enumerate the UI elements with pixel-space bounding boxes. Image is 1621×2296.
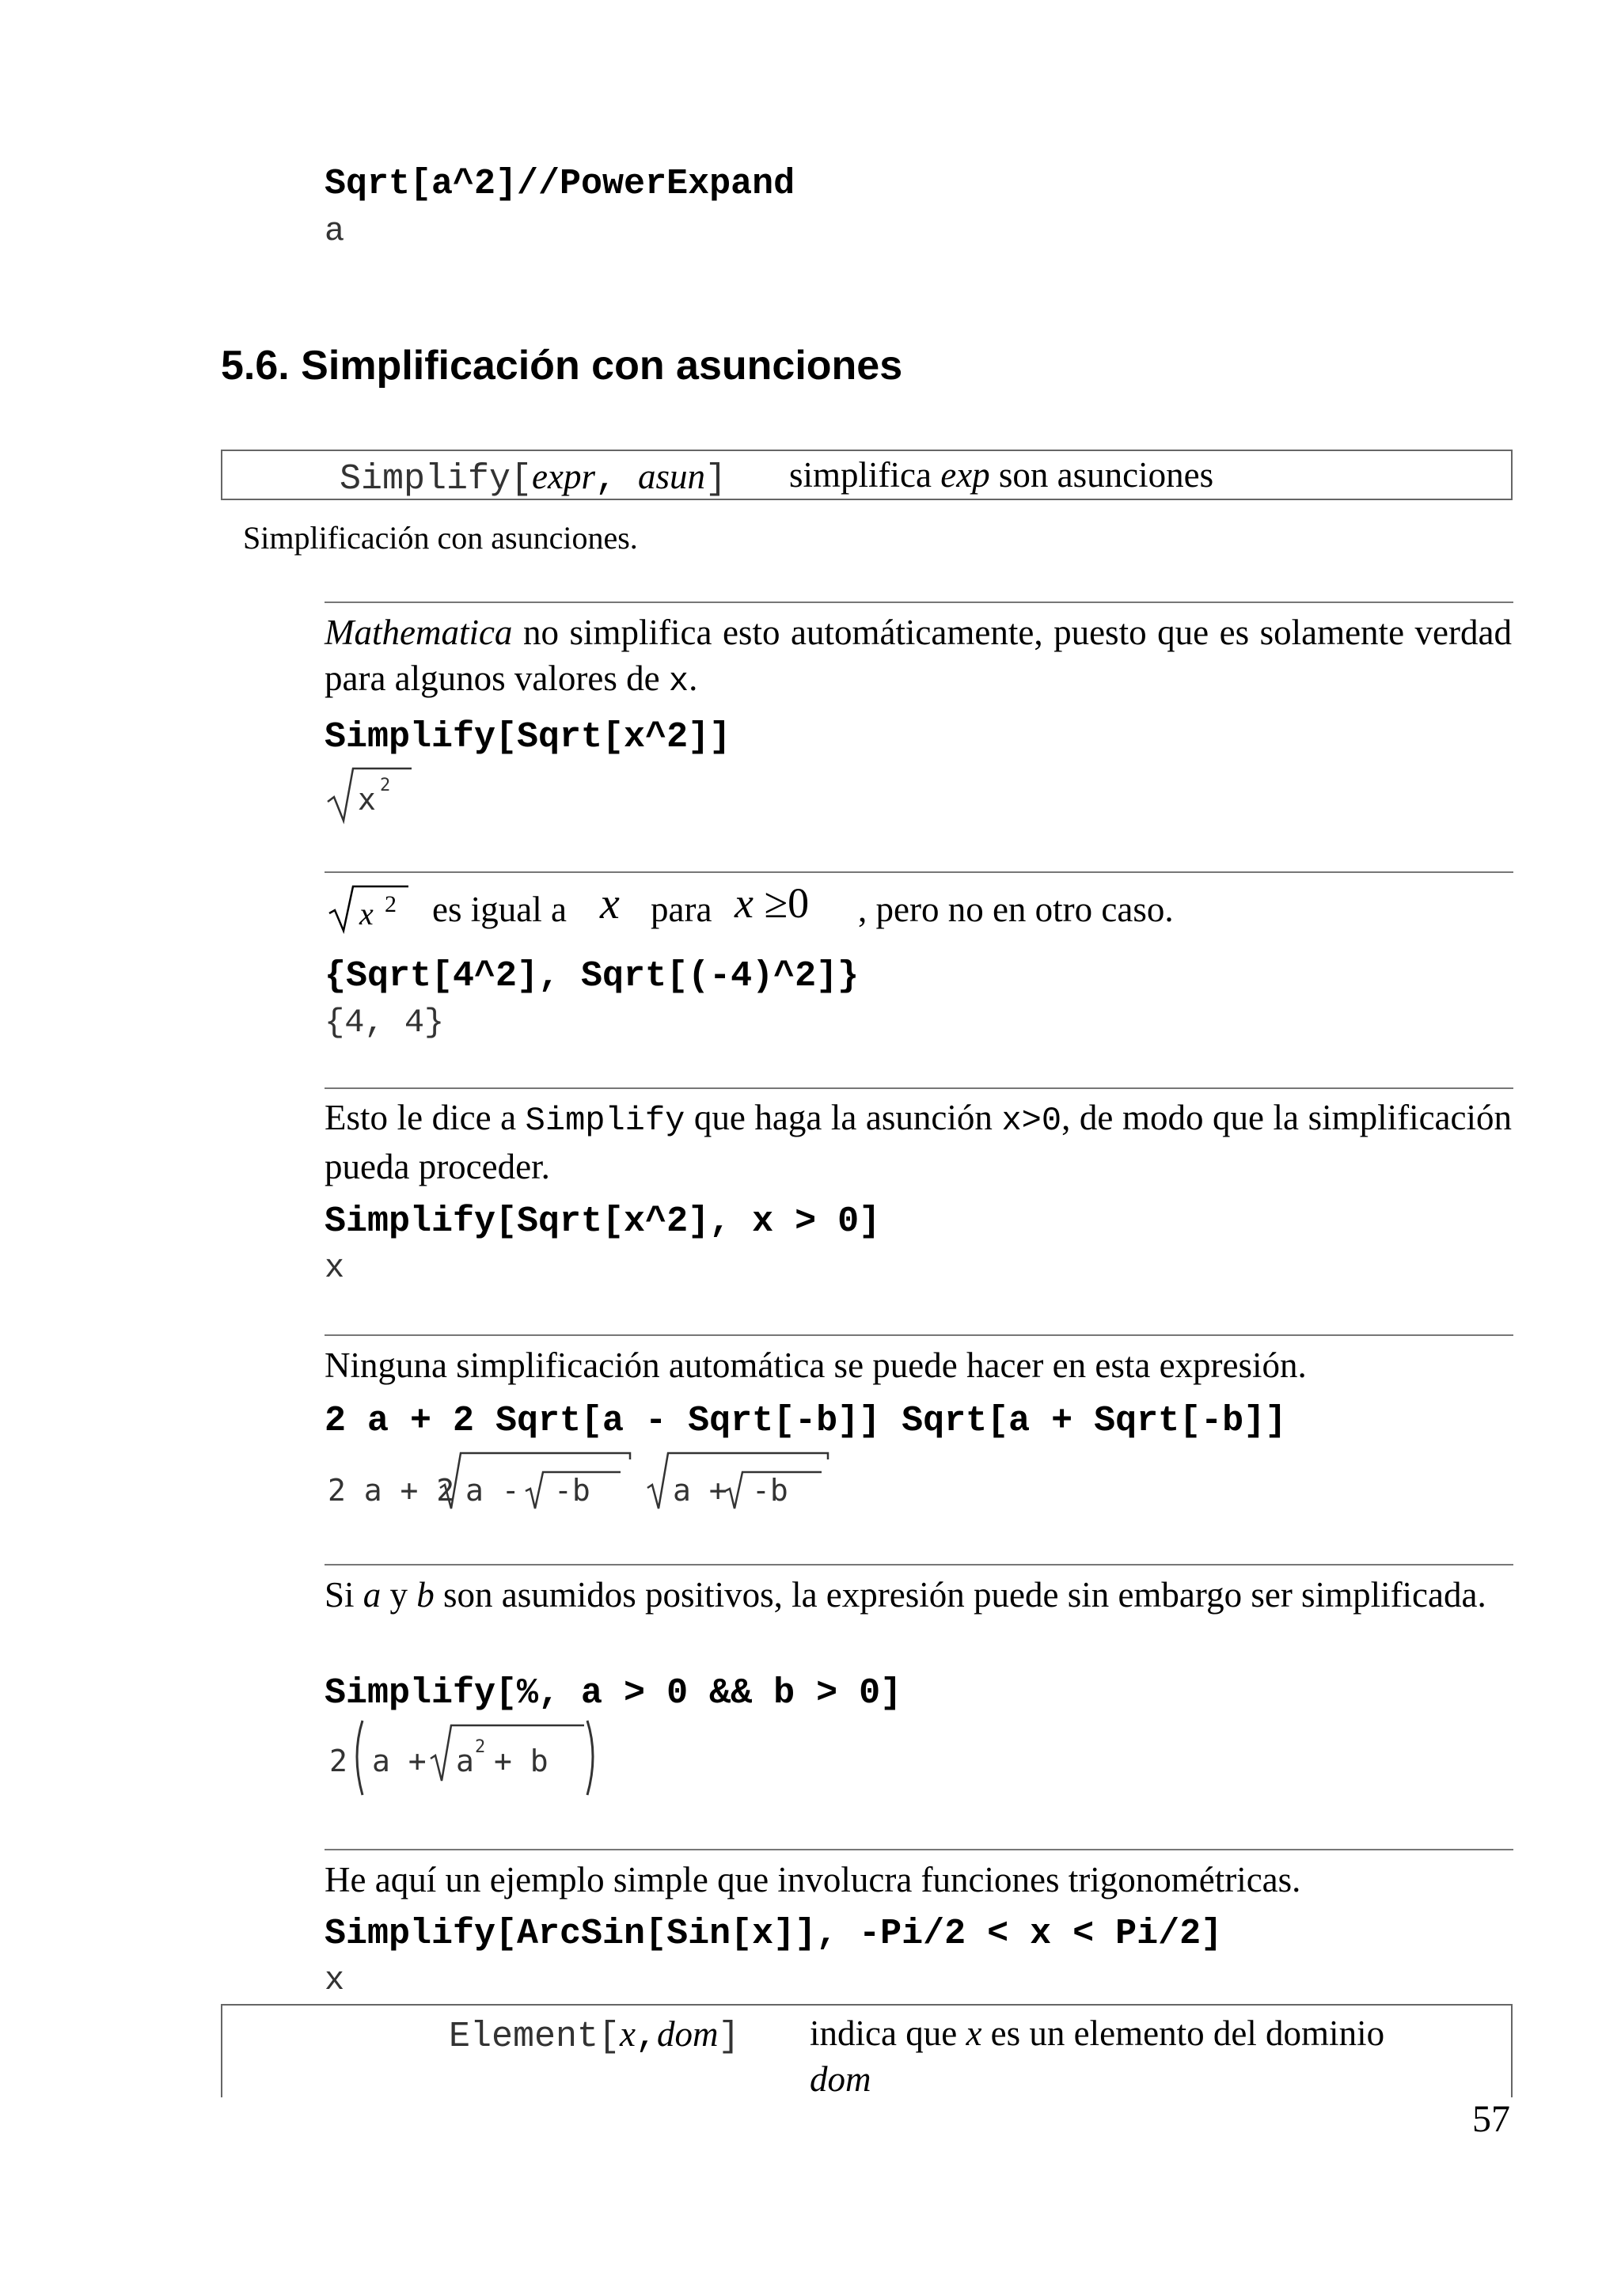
ex2-output: {4, 4}: [325, 1004, 445, 1042]
code-output-powerexpand: a: [325, 212, 345, 250]
table-element: [221, 2004, 1513, 2097]
ex1-end: .: [689, 658, 698, 698]
ex5-text: [325, 1572, 1512, 1618]
ex5-b: b: [416, 1575, 435, 1615]
ex4-out-r2: a +: [673, 1473, 727, 1508]
ex2-var: x: [600, 879, 620, 928]
ex3-t2: que haga la asunción: [685, 1098, 1002, 1137]
divider: [325, 871, 1513, 873]
desc-suffix: son asunciones: [989, 455, 1214, 495]
ex2-condition: [735, 879, 809, 928]
ex3-t3: , de modo que la simplificación pueda proceder.: [325, 1098, 1513, 1186]
ex1-out-radicand: x: [358, 782, 376, 817]
cmd-arg-asun: asun: [638, 457, 706, 496]
ex5-output: [325, 1716, 609, 1807]
t2-d1: indica que: [810, 2013, 966, 2053]
ex2-text: [325, 880, 1512, 935]
ex4-out-r2-inner: -b: [752, 1473, 788, 1508]
divider: [325, 1087, 1513, 1089]
ex1-text: [325, 609, 1512, 704]
ex2-t2: para: [651, 890, 712, 929]
ex6-output: x: [325, 1961, 345, 1999]
ex5-out-rad-rest: + b: [494, 1744, 549, 1778]
ex2-t1: es igual a: [432, 890, 567, 929]
ex5-out-a: a +: [372, 1744, 427, 1778]
desc-prefix: simplifica: [789, 455, 941, 495]
ex2-t3: , pero no en otro caso.: [858, 890, 1174, 929]
t2-arg-dom: dom: [657, 2014, 719, 2054]
ex4-out-lead: 2 a + 2: [328, 1473, 455, 1508]
ex2-sqrt-x2: [325, 880, 412, 935]
cmd-suffix: ]: [705, 459, 727, 499]
ex3-text: [325, 1095, 1512, 1190]
ex3-input: Simplify[Sqrt[x^2], x > 0]: [325, 1201, 881, 1242]
ex1-em: Mathematica: [325, 613, 513, 652]
t2-d2: es un elemento del dominio: [981, 2013, 1385, 2053]
ex6-input: Simplify[ArcSin[Sin[x]], -Pi/2 < x < Pi/2]: [325, 1914, 1223, 1954]
code-input-powerexpand: Sqrt[a^2]//PowerExpand: [325, 164, 795, 204]
t2-ddom: dom: [810, 2059, 871, 2099]
t2-dx: x: [966, 2013, 982, 2053]
section-title: 5.6. Simplificación con asunciones: [221, 343, 903, 389]
ex5-t2: y: [381, 1575, 417, 1615]
table-simplify-command: [340, 456, 727, 499]
cmd-prefix: Simplify[: [340, 459, 533, 499]
ex1-output-sqrt: [325, 764, 419, 831]
ex5-out-rad-base: a: [456, 1744, 474, 1778]
ex2-cond-op: ≥: [764, 879, 788, 927]
table-simplify: [221, 450, 1513, 500]
ex1-code: x: [668, 662, 689, 700]
ex2-exp: 2: [385, 891, 397, 917]
divider: [325, 1334, 1513, 1336]
ex5-t1: Si: [325, 1575, 363, 1615]
ex5-out-rad-exp: 2: [475, 1737, 486, 1757]
ex5-a: a: [363, 1575, 382, 1615]
ex2-radicand: x: [359, 896, 374, 932]
ex4-output: [325, 1445, 847, 1520]
desc-em: exp: [940, 455, 990, 495]
ex4-out-r1: a -: [465, 1473, 520, 1508]
divider: [325, 1849, 1513, 1850]
cmd-arg-expr: expr: [532, 457, 596, 496]
t2-arg-x: x: [620, 2014, 636, 2054]
ex1-input: Simplify[Sqrt[x^2]]: [325, 717, 731, 757]
divider: [325, 602, 1513, 603]
cmd-sep: ,: [595, 459, 639, 499]
divider: [325, 1564, 1513, 1565]
ex2-cond-val: 0: [788, 879, 810, 927]
ex5-t3: son asumidos positivos, la expresión puede sin embargo ser simplificada.: [434, 1575, 1486, 1615]
ex5-input: Simplify[%, a > 0 && b > 0]: [325, 1673, 902, 1713]
table-element-command: [449, 2013, 740, 2057]
ex3-output: x: [325, 1249, 345, 1287]
t2-cmd-prefix: Element[: [449, 2017, 621, 2057]
ex3-t1: Esto le dice a: [325, 1098, 526, 1137]
table-simplify-description: [789, 454, 1213, 495]
ex4-out-r1-inner: -b: [554, 1473, 590, 1508]
ex3-code1: Simplify: [525, 1102, 685, 1140]
ex3-code2: x>0: [1001, 1102, 1062, 1140]
ex1-out-exp: 2: [380, 776, 391, 795]
ex4-text: Ninguna simplificación automática se puede hacer en esta expresión.: [325, 1345, 1307, 1385]
table-caption: Simplificación con asunciones.: [243, 520, 638, 556]
ex2-cond-var: x: [735, 879, 754, 927]
page-number: 57: [1472, 2098, 1510, 2140]
ex5-out-lead: 2: [329, 1744, 347, 1778]
ex2-input: {Sqrt[4^2], Sqrt[(-4)^2]}: [325, 956, 860, 996]
table-element-description: [810, 2010, 1490, 2102]
ex6-text: He aquí un ejemplo simple que involucra funciones trigonométricas.: [325, 1860, 1301, 1899]
t2-cmd-suffix: ]: [718, 2017, 740, 2057]
t2-sep: ,: [636, 2017, 658, 2057]
ex4-input: 2 a + 2 Sqrt[a - Sqrt[-b]] Sqrt[a + Sqrt[-b]]: [325, 1401, 1287, 1441]
ex1-body: no simplifica esto automáticamente, puesto que es solamente verdad para algunos valores de: [325, 613, 1512, 698]
